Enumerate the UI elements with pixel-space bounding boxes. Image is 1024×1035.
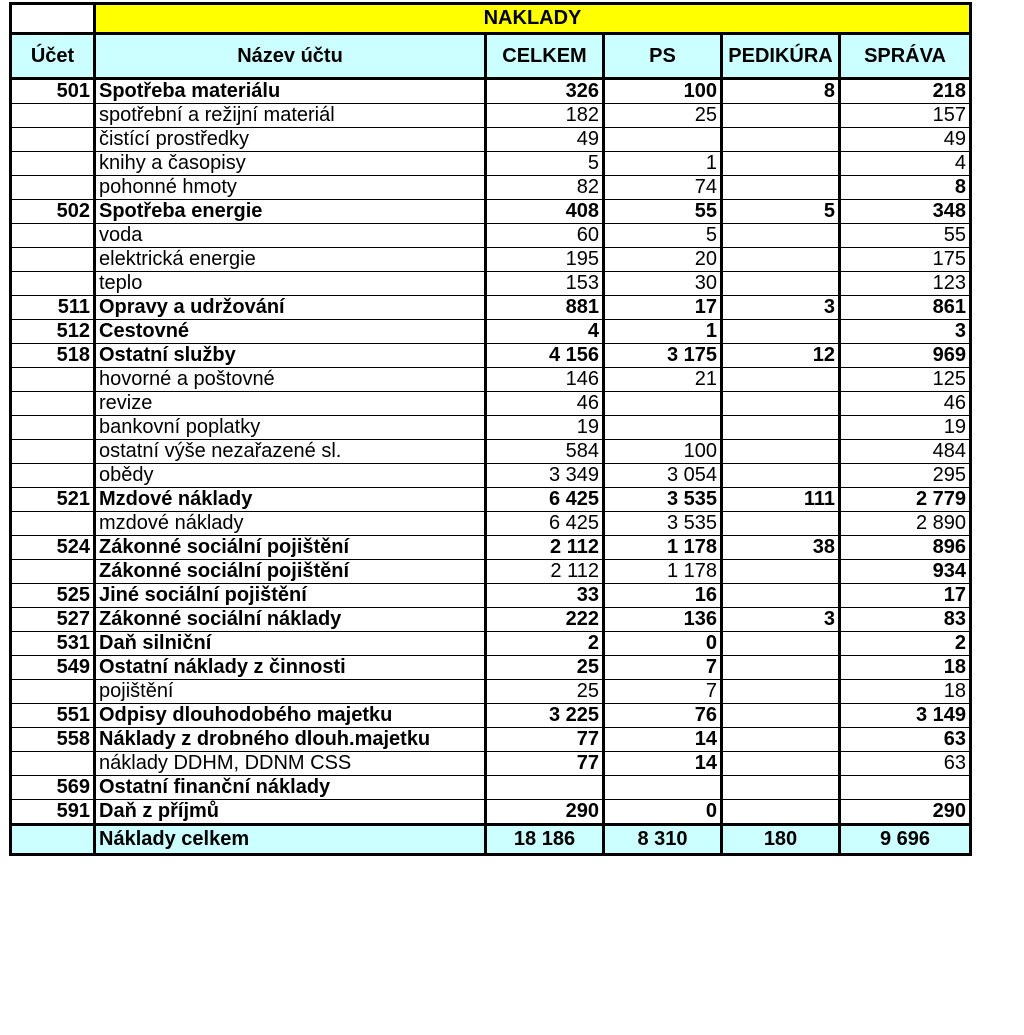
cell-total: 146 [486, 368, 604, 392]
cell-account [11, 104, 95, 128]
cell-name: Opravy a udržování [95, 296, 486, 320]
cell-sprava: 348 [840, 200, 971, 224]
table-row [11, 776, 971, 800]
cell-pedikura: 12 [722, 344, 840, 368]
cell-sprava: 2 890 [840, 512, 971, 536]
cell-account: 591 [11, 800, 95, 825]
table-row [11, 296, 971, 320]
cell-sprava: 63 [840, 728, 971, 752]
cell-name: Ostatní služby [95, 344, 486, 368]
cell-pedikura [722, 728, 840, 752]
cell-sprava: 175 [840, 248, 971, 272]
table-row [11, 176, 971, 200]
cell-pedikura [722, 680, 840, 704]
table-row [11, 392, 971, 416]
cell-total: 195 [486, 248, 604, 272]
cell-account: 518 [11, 344, 95, 368]
cell-ps: 7 [604, 680, 722, 704]
cell-name: čistící prostředky [95, 128, 486, 152]
cell-pedikura: 3 [722, 608, 840, 632]
cell-sprava: 934 [840, 560, 971, 584]
cell-pedikura [722, 512, 840, 536]
cell-pedikura [722, 776, 840, 800]
cell-name: náklady DDHM, DDNM CSS [95, 752, 486, 776]
cell-account: 569 [11, 776, 95, 800]
cell-sprava: 49 [840, 128, 971, 152]
cell-sprava: 63 [840, 752, 971, 776]
cell-total: 290 [486, 800, 604, 825]
cell-sprava: 3 [840, 320, 971, 344]
header-ps: PS [604, 34, 722, 79]
cell-ps: 136 [604, 608, 722, 632]
cell-sprava: 4 [840, 152, 971, 176]
cell-total: 222 [486, 608, 604, 632]
cell-name: Jiné sociální pojištění [95, 584, 486, 608]
cell-pedikura [722, 752, 840, 776]
totals-pedikura: 180 [722, 825, 840, 855]
cell-total: 3 225 [486, 704, 604, 728]
cell-name: obědy [95, 464, 486, 488]
table-row [11, 152, 971, 176]
cell-pedikura [722, 272, 840, 296]
cell-sprava: 123 [840, 272, 971, 296]
cell-total: 6 425 [486, 488, 604, 512]
cost-table-sheet [9, 2, 972, 856]
cell-account: 549 [11, 656, 95, 680]
title-blank-cell [11, 4, 95, 34]
table-row [11, 128, 971, 152]
cell-account [11, 464, 95, 488]
cell-sprava: 2 779 [840, 488, 971, 512]
table-row [11, 104, 971, 128]
cell-account [11, 560, 95, 584]
header-total: CELKEM [486, 34, 604, 79]
cell-account [11, 752, 95, 776]
cell-pedikura [722, 152, 840, 176]
cell-pedikura: 111 [722, 488, 840, 512]
cell-name: Spotřeba materiálu [95, 79, 486, 104]
table-row [11, 272, 971, 296]
cell-total: 5 [486, 152, 604, 176]
cell-ps: 0 [604, 632, 722, 656]
table-row [11, 728, 971, 752]
cell-pedikura [722, 248, 840, 272]
cell-ps: 76 [604, 704, 722, 728]
header-pedikura: PEDIKÚRA [722, 34, 840, 79]
table-row [11, 560, 971, 584]
cell-name: pojištění [95, 680, 486, 704]
cell-total: 77 [486, 752, 604, 776]
cell-total: 182 [486, 104, 604, 128]
cell-pedikura [722, 464, 840, 488]
header-sprava: SPRÁVA [840, 34, 971, 79]
cell-name: Ostatní náklady z činnosti [95, 656, 486, 680]
totals-row [11, 825, 971, 855]
cell-total: 3 349 [486, 464, 604, 488]
cell-sprava: 17 [840, 584, 971, 608]
cell-name: spotřební a režijní materiál [95, 104, 486, 128]
table-row [11, 224, 971, 248]
table-row [11, 800, 971, 825]
cell-total: 25 [486, 656, 604, 680]
cell-name: Daň z příjmů [95, 800, 486, 825]
table-row [11, 752, 971, 776]
table-row [11, 680, 971, 704]
cell-total: 881 [486, 296, 604, 320]
cell-sprava: 125 [840, 368, 971, 392]
header-account: Účet [11, 34, 95, 79]
table-row [11, 536, 971, 560]
cell-ps: 74 [604, 176, 722, 200]
cell-ps: 1 178 [604, 536, 722, 560]
cell-ps: 3 054 [604, 464, 722, 488]
table-row [11, 440, 971, 464]
cell-sprava: 295 [840, 464, 971, 488]
cell-name: Odpisy dlouhodobého majetku [95, 704, 486, 728]
cell-total: 4 156 [486, 344, 604, 368]
cell-ps: 30 [604, 272, 722, 296]
cell-name: bankovní poplatky [95, 416, 486, 440]
cell-sprava: 55 [840, 224, 971, 248]
table-row [11, 368, 971, 392]
cell-sprava: 83 [840, 608, 971, 632]
totals-label: Náklady celkem [95, 825, 486, 855]
cell-account [11, 248, 95, 272]
table-row [11, 512, 971, 536]
cell-total: 584 [486, 440, 604, 464]
cell-account: 521 [11, 488, 95, 512]
cell-sprava [840, 776, 971, 800]
cell-sprava: 19 [840, 416, 971, 440]
cell-name: Ostatní finanční náklady [95, 776, 486, 800]
cell-ps: 17 [604, 296, 722, 320]
cell-total: 2 [486, 632, 604, 656]
cell-total: 2 112 [486, 536, 604, 560]
cell-account: 558 [11, 728, 95, 752]
cell-account [11, 224, 95, 248]
cell-account: 551 [11, 704, 95, 728]
cell-pedikura [722, 176, 840, 200]
cell-pedikura: 3 [722, 296, 840, 320]
cell-ps [604, 128, 722, 152]
cell-total: 60 [486, 224, 604, 248]
cell-pedikura [722, 800, 840, 825]
cell-name: mzdové náklady [95, 512, 486, 536]
cell-ps: 55 [604, 200, 722, 224]
table-row [11, 344, 971, 368]
cell-pedikura [722, 416, 840, 440]
cell-total: 153 [486, 272, 604, 296]
cell-ps: 3 535 [604, 512, 722, 536]
cell-total: 4 [486, 320, 604, 344]
cell-name: Zákonné sociální náklady [95, 608, 486, 632]
totals-total: 18 186 [486, 825, 604, 855]
table-row [11, 320, 971, 344]
cell-total: 19 [486, 416, 604, 440]
cell-account: 531 [11, 632, 95, 656]
cell-pedikura [722, 560, 840, 584]
cell-total: 25 [486, 680, 604, 704]
cell-sprava: 861 [840, 296, 971, 320]
cell-sprava: 18 [840, 656, 971, 680]
cell-sprava: 8 [840, 176, 971, 200]
cell-account [11, 152, 95, 176]
totals-sprava: 9 696 [840, 825, 971, 855]
cell-pedikura [722, 656, 840, 680]
table-row [11, 488, 971, 512]
cell-total: 49 [486, 128, 604, 152]
cell-name: ostatní výše nezařazené sl. [95, 440, 486, 464]
cell-account [11, 272, 95, 296]
cell-pedikura [722, 320, 840, 344]
title-row [11, 4, 971, 34]
cell-name: revize [95, 392, 486, 416]
cell-total: 82 [486, 176, 604, 200]
table-row [11, 704, 971, 728]
cell-total: 77 [486, 728, 604, 752]
cell-sprava: 896 [840, 536, 971, 560]
cell-account [11, 416, 95, 440]
cell-sprava: 218 [840, 79, 971, 104]
cell-sprava: 157 [840, 104, 971, 128]
cell-name: hovorné a poštovné [95, 368, 486, 392]
cell-name: Spotřeba energie [95, 200, 486, 224]
totals-blank-cell [11, 825, 95, 855]
cell-sprava: 969 [840, 344, 971, 368]
cell-account [11, 176, 95, 200]
cell-ps: 1 178 [604, 560, 722, 584]
cell-ps [604, 776, 722, 800]
cell-account [11, 128, 95, 152]
cell-pedikura [722, 584, 840, 608]
cell-sprava: 46 [840, 392, 971, 416]
cell-pedikura [722, 224, 840, 248]
cell-ps: 100 [604, 440, 722, 464]
cell-account: 502 [11, 200, 95, 224]
cell-total: 408 [486, 200, 604, 224]
cell-ps: 5 [604, 224, 722, 248]
header-row [11, 34, 971, 79]
table-title: NAKLADY [95, 4, 971, 34]
table-row [11, 656, 971, 680]
cell-name: Daň silniční [95, 632, 486, 656]
table-row [11, 416, 971, 440]
cell-account: 525 [11, 584, 95, 608]
cell-pedikura [722, 632, 840, 656]
cost-table [9, 2, 972, 856]
cell-pedikura: 38 [722, 536, 840, 560]
cell-account [11, 680, 95, 704]
cell-name: knihy a časopisy [95, 152, 486, 176]
cell-name: voda [95, 224, 486, 248]
cell-ps: 14 [604, 728, 722, 752]
cell-name: elektrická energie [95, 248, 486, 272]
cell-name: teplo [95, 272, 486, 296]
cell-account: 501 [11, 79, 95, 104]
cell-pedikura [722, 704, 840, 728]
cell-ps: 21 [604, 368, 722, 392]
cell-sprava: 484 [840, 440, 971, 464]
cell-account: 524 [11, 536, 95, 560]
cell-account [11, 392, 95, 416]
cell-name: pohonné hmoty [95, 176, 486, 200]
cell-total: 6 425 [486, 512, 604, 536]
cell-total: 46 [486, 392, 604, 416]
cell-account: 511 [11, 296, 95, 320]
cell-ps: 16 [604, 584, 722, 608]
cell-total [486, 776, 604, 800]
cell-name: Mzdové náklady [95, 488, 486, 512]
cell-sprava: 290 [840, 800, 971, 825]
table-row [11, 248, 971, 272]
cell-account [11, 512, 95, 536]
cell-account: 527 [11, 608, 95, 632]
cell-name: Náklady z drobného dlouh.majetku [95, 728, 486, 752]
cell-ps [604, 392, 722, 416]
cell-sprava: 3 149 [840, 704, 971, 728]
cell-pedikura [722, 392, 840, 416]
cell-ps: 3 535 [604, 488, 722, 512]
cell-name: Zákonné sociální pojištění [95, 536, 486, 560]
table-row [11, 79, 971, 104]
cell-sprava: 2 [840, 632, 971, 656]
cell-ps: 0 [604, 800, 722, 825]
cell-pedikura [722, 368, 840, 392]
cell-pedikura [722, 104, 840, 128]
cell-account [11, 440, 95, 464]
table-row [11, 632, 971, 656]
cell-total: 326 [486, 79, 604, 104]
cell-total: 2 112 [486, 560, 604, 584]
cell-sprava: 18 [840, 680, 971, 704]
cell-account: 512 [11, 320, 95, 344]
totals-ps: 8 310 [604, 825, 722, 855]
cell-pedikura [722, 440, 840, 464]
cell-ps [604, 416, 722, 440]
cell-ps: 100 [604, 79, 722, 104]
table-row [11, 464, 971, 488]
cell-ps: 20 [604, 248, 722, 272]
cell-ps: 1 [604, 320, 722, 344]
cell-ps: 25 [604, 104, 722, 128]
table-row [11, 200, 971, 224]
cell-pedikura [722, 128, 840, 152]
cell-ps: 1 [604, 152, 722, 176]
cell-total: 33 [486, 584, 604, 608]
header-name: Název účtu [95, 34, 486, 79]
cell-name: Zákonné sociální pojištění [95, 560, 486, 584]
cell-pedikura: 8 [722, 79, 840, 104]
cell-pedikura: 5 [722, 200, 840, 224]
table-row [11, 608, 971, 632]
cell-ps: 14 [604, 752, 722, 776]
cell-account [11, 368, 95, 392]
table-row [11, 584, 971, 608]
cell-name: Cestovné [95, 320, 486, 344]
cell-ps: 7 [604, 656, 722, 680]
cell-ps: 3 175 [604, 344, 722, 368]
